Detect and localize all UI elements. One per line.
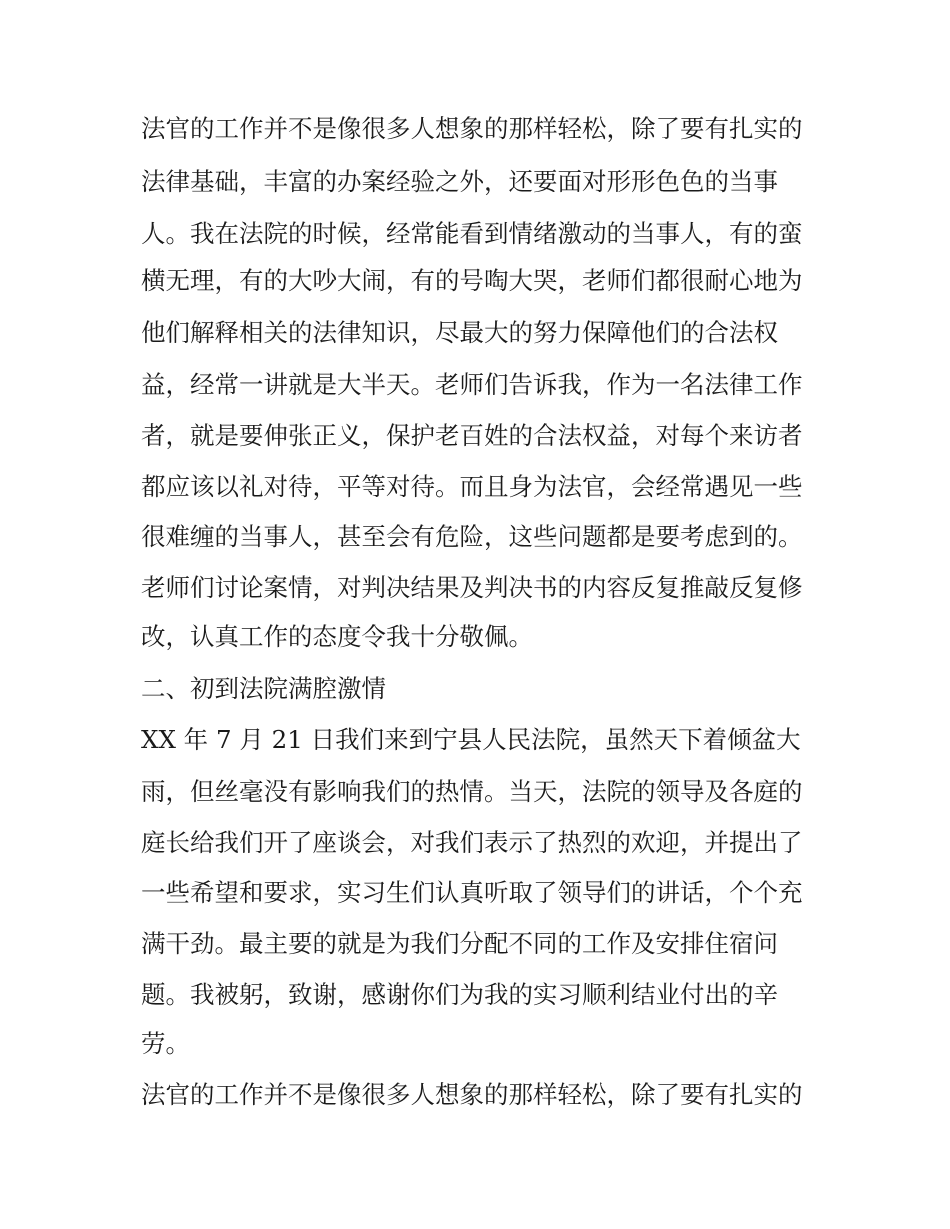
text-line: 老师们讨论案情，对判决结果及判决书的内容反复推敲反复修 [141,573,803,602]
text-line: 者，就是要伸张正义，保护老百姓的合法权益，对每个来访者 [141,421,803,450]
section-heading: 二、初到法院满腔激情 [141,674,386,703]
text-line: 都应该以礼对待，平等对待。而且身为法官，会经常遇见一些 [141,472,803,501]
text-line: 庭长给我们开了座谈会，对我们表示了热烈的欢迎，并提出了 [141,828,803,857]
text-line: 法官的工作并不是像很多人想象的那样轻松，除了要有扎实的 [141,114,803,143]
text-line: 人。我在法院的时候，经常能看到情绪激动的当事人，有的蛮 [141,219,803,248]
text-line: 雨，但丝毫没有影响我们的热情。当天，法院的领导及各庭的 [141,777,803,806]
text-line: 满干劲。最主要的就是为我们分配不同的工作及安排住宿问 [141,929,778,958]
text-line: 改，认真工作的态度令我十分敬佩。 [141,622,533,651]
text-line: 很难缠的当事人，甚至会有危险，这些问题都是要考虑到的。 [141,522,803,551]
text-line: 一些希望和要求，实习生们认真听取了领导们的讲话，个个充 [141,878,803,907]
text-line: 题。我被躬，致谢，感谢你们为我的实习顺利结业付出的辛 [141,980,778,1009]
text-line: 劳。 [141,1029,190,1058]
text-line: 法官的工作并不是像很多人想象的那样轻松，除了要有扎实的 [141,1080,803,1109]
text-line: 他们解释相关的法律知识，尽最大的努力保障他们的合法权 [141,318,778,347]
text-line: 法律基础，丰富的办案经验之外，还要面对形形色色的当事 [141,167,778,196]
text-line: XX 年 7 月 21 日我们来到宁县人民法院，虽然天下着倾盆大 [141,725,801,754]
text-line: 益，经常一讲就是大半天。老师们告诉我，作为一名法律工作 [141,370,803,399]
text-line: 横无理，有的大吵大闹，有的号啕大哭，老师们都很耐心地为 [141,266,803,295]
